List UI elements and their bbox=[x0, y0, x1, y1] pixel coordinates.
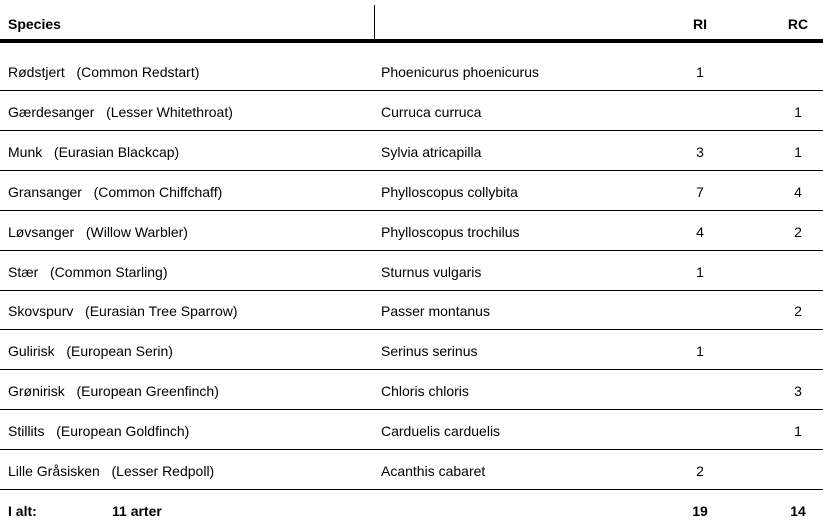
species-local-name: Gærdesanger bbox=[8, 104, 95, 120]
rc-count: 2 bbox=[794, 224, 802, 240]
species-name bbox=[8, 64, 199, 80]
species-english-name: (Eurasian Blackcap) bbox=[53, 144, 180, 160]
species-latin-name: Curruca curruca bbox=[381, 104, 482, 120]
header-divider bbox=[374, 5, 375, 43]
table-row bbox=[0, 212, 823, 251]
table-row bbox=[0, 411, 823, 450]
species-english-name: (Common Starling) bbox=[50, 264, 168, 280]
species-english-name: (Eurasian Tree Sparrow) bbox=[85, 303, 238, 319]
ri-count: 7 bbox=[696, 184, 704, 200]
species-name bbox=[8, 463, 214, 479]
table-row bbox=[0, 172, 823, 211]
table-row bbox=[0, 52, 823, 91]
species-latin-name: Phoenicurus phoenicurus bbox=[381, 64, 539, 80]
ri-count: 1 bbox=[696, 343, 704, 359]
species-local-name: Gransanger bbox=[8, 184, 82, 200]
species-local-name: Stillits bbox=[8, 423, 45, 439]
species-local-name: Stær bbox=[8, 264, 39, 280]
species-name bbox=[8, 144, 179, 160]
species-latin-name: Acanthis cabaret bbox=[381, 463, 486, 479]
rc-count: 2 bbox=[794, 303, 802, 319]
species-english-name: (European Serin) bbox=[66, 343, 173, 359]
ri-count: 1 bbox=[696, 264, 704, 280]
species-latin-name: Phylloscopus collybita bbox=[381, 184, 518, 200]
species-latin-name: Chloris chloris bbox=[381, 383, 469, 399]
header-ri: RI bbox=[693, 16, 707, 32]
table-row bbox=[0, 92, 823, 131]
species-local-name: Skovspurv bbox=[8, 303, 74, 319]
species-local-name: Lille Gråsisken bbox=[8, 463, 100, 479]
rc-count: 3 bbox=[794, 383, 802, 399]
species-latin-name: Serinus serinus bbox=[381, 343, 478, 359]
species-name bbox=[8, 184, 222, 200]
species-english-name: (European Goldfinch) bbox=[56, 423, 190, 439]
species-english-name: (European Greenfinch) bbox=[76, 383, 219, 399]
species-local-name: Gulirisk bbox=[8, 343, 55, 359]
species-english-name: (Lesser Whitethroat) bbox=[106, 104, 233, 120]
table-row bbox=[0, 132, 823, 171]
species-local-name: Løvsanger bbox=[8, 224, 75, 240]
species-english-name: (Common Redstart) bbox=[76, 64, 200, 80]
species-name bbox=[8, 303, 238, 319]
species-name bbox=[8, 224, 188, 240]
table-row bbox=[0, 252, 823, 291]
table-row bbox=[0, 331, 823, 370]
species-local-name: Munk bbox=[8, 144, 43, 160]
species-local-name: Rødstjert bbox=[8, 64, 65, 80]
table-row bbox=[0, 371, 823, 410]
species-latin-name: Sylvia atricapilla bbox=[381, 144, 482, 160]
ri-count: 1 bbox=[696, 64, 704, 80]
species-name bbox=[8, 264, 168, 280]
species-latin-name: Sturnus vulgaris bbox=[381, 264, 482, 280]
species-local-name: Grønirisk bbox=[8, 383, 65, 399]
species-latin-name: Passer montanus bbox=[381, 303, 490, 319]
table-row bbox=[0, 291, 823, 330]
species-latin-name: Carduelis carduelis bbox=[381, 423, 501, 439]
total-row bbox=[0, 491, 823, 530]
rc-count: 1 bbox=[794, 423, 802, 439]
ri-count: 2 bbox=[696, 463, 704, 479]
ri-count: 4 bbox=[696, 224, 704, 240]
species-name bbox=[8, 104, 233, 120]
table-row bbox=[0, 451, 823, 490]
total-label: I alt: bbox=[8, 503, 37, 519]
species-english-name: (Lesser Redpoll) bbox=[111, 463, 215, 479]
total-ri: 19 bbox=[692, 503, 708, 519]
species-latin-name: Phylloscopus trochilus bbox=[381, 224, 520, 240]
total-rc: 14 bbox=[790, 503, 806, 519]
species-english-name: (Willow Warbler) bbox=[85, 224, 188, 240]
header-rc: RC bbox=[787, 16, 809, 32]
rc-count: 1 bbox=[794, 144, 802, 160]
total-species-count: 11 arter bbox=[112, 503, 162, 519]
table-header bbox=[0, 5, 823, 43]
ri-count: 3 bbox=[696, 144, 704, 160]
species-english-name: (Common Chiffchaff) bbox=[93, 184, 223, 200]
species-name bbox=[8, 343, 173, 359]
rc-count: 4 bbox=[794, 184, 802, 200]
species-name bbox=[8, 423, 189, 439]
header-species: Species bbox=[8, 16, 61, 32]
rc-count: 1 bbox=[794, 104, 802, 120]
species-name bbox=[8, 383, 219, 399]
